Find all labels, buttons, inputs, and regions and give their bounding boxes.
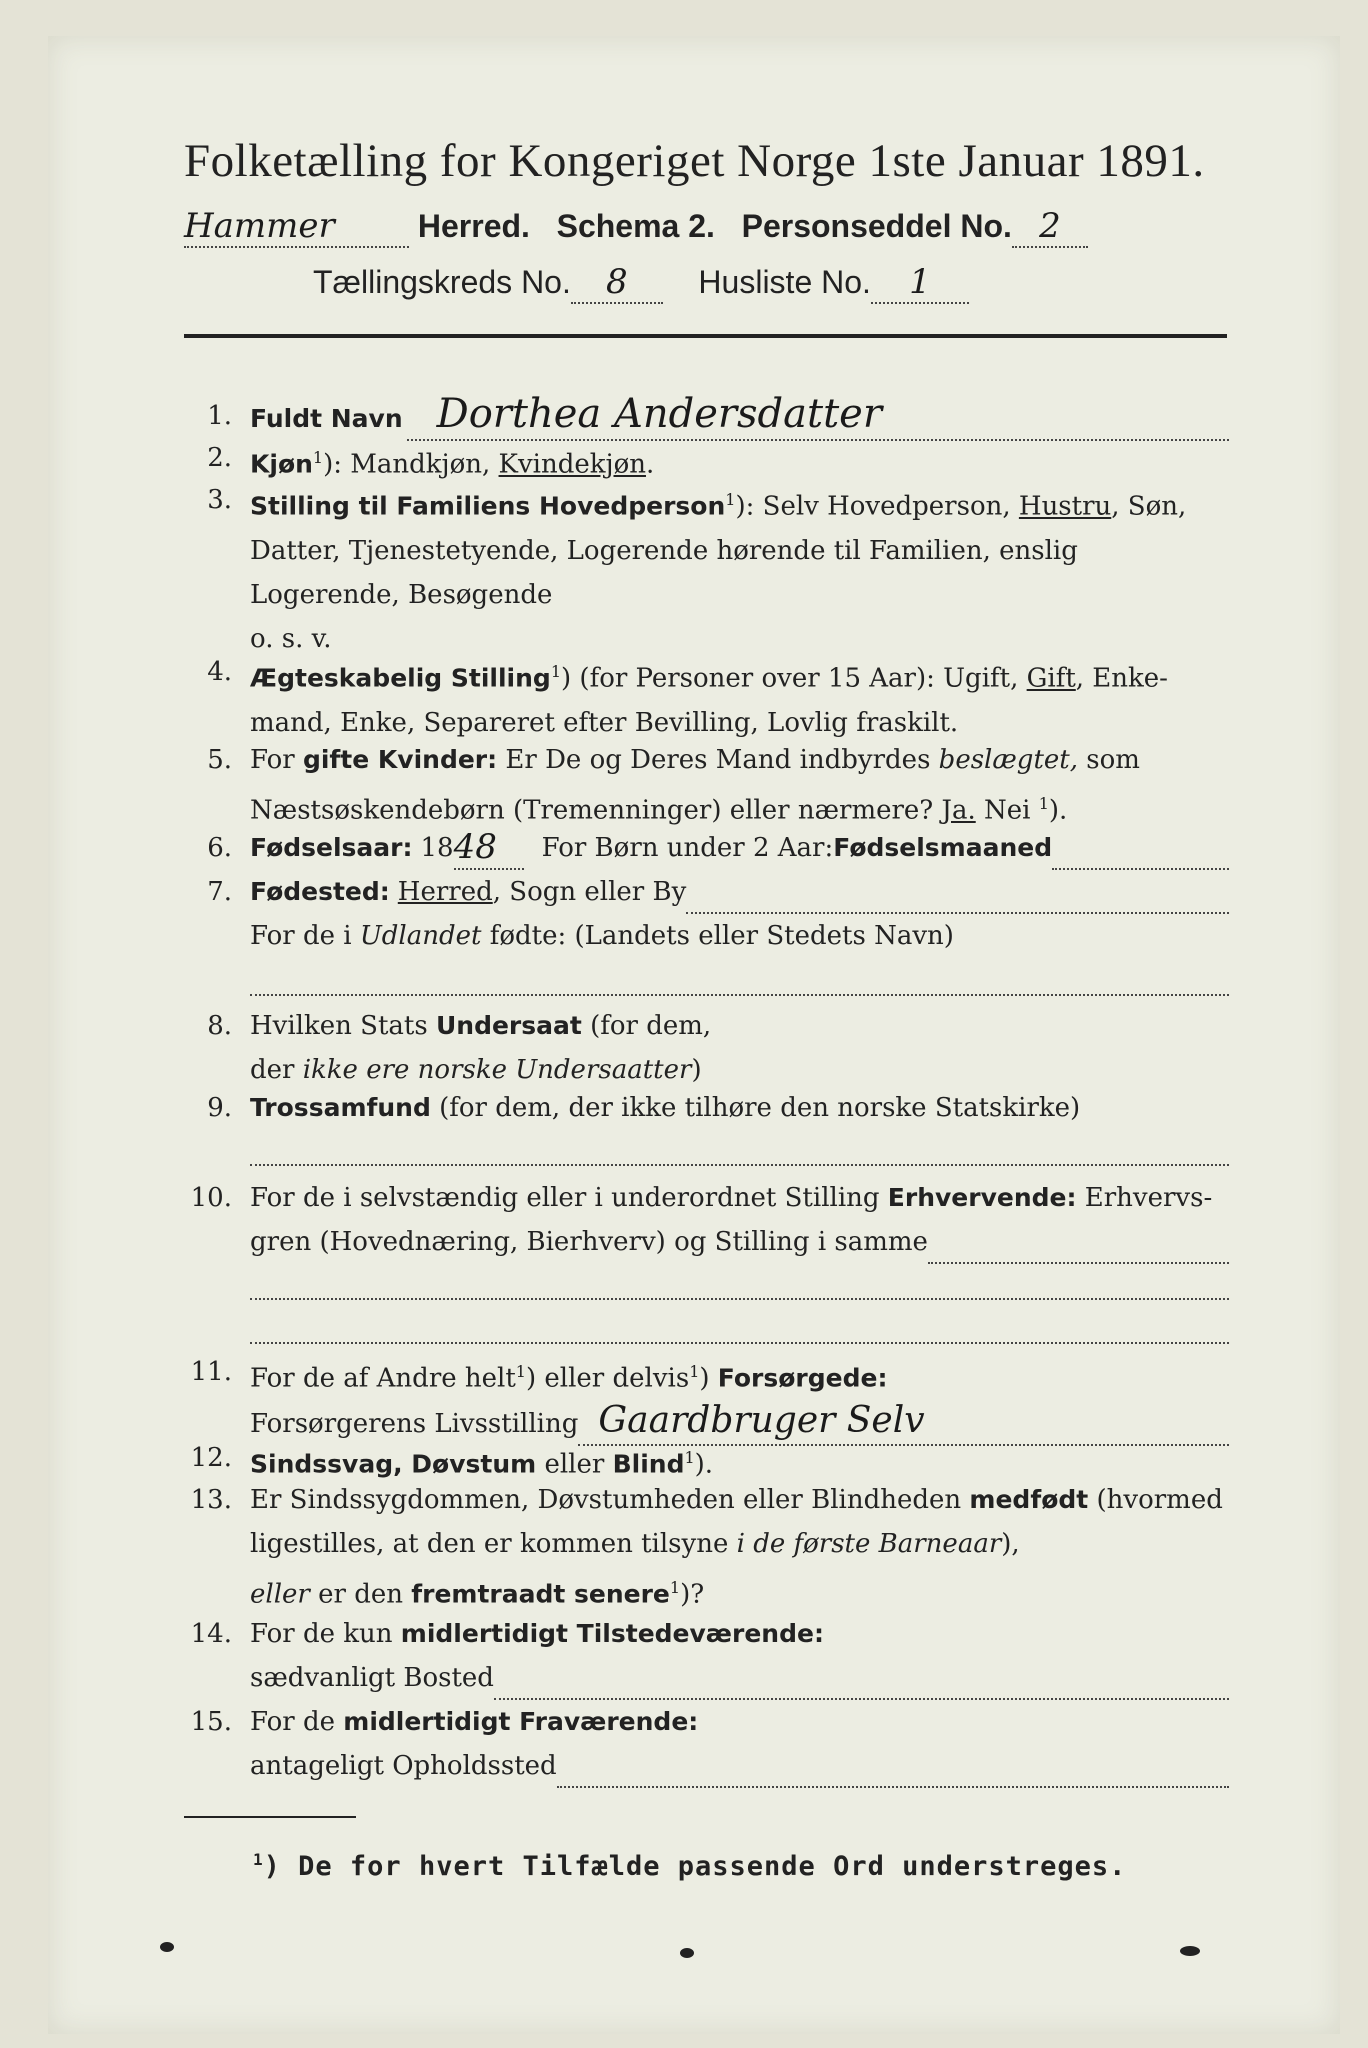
form-title: Folketælling for Kongeriget Norge 1ste Januar 1891. bbox=[184, 135, 1205, 187]
religion-text: (for dem, der ikke tilhøre den norske Statskirke) bbox=[430, 1093, 1081, 1123]
sex-selected: Kvindekjøn bbox=[498, 449, 646, 480]
item-number: 12. bbox=[190, 1443, 232, 1473]
probable-residence-label: antageligt Opholdssted bbox=[250, 1751, 557, 1781]
kinship-nei: Nei bbox=[975, 795, 1039, 826]
birthplace-options: , Sogn eller By bbox=[492, 877, 687, 907]
relation-selected: Hustru bbox=[1018, 491, 1112, 522]
item-number: 1. bbox=[207, 401, 232, 431]
religion-label: Trossamfund bbox=[250, 1093, 431, 1122]
footnote-sup: 1 bbox=[253, 1850, 264, 1869]
personseddel-value: 2 bbox=[1039, 206, 1061, 246]
citizenship-label: Undersaat bbox=[435, 1011, 582, 1040]
congenital-close: ), bbox=[1001, 1529, 1020, 1559]
marital-options-end: , Enke- bbox=[1075, 663, 1168, 694]
provider-value: Gaardbruger Selv bbox=[598, 1399, 925, 1441]
occupation-prefix: For de i selvstændig eller i underordnet Stilling bbox=[250, 1183, 888, 1213]
marital-selected: Gift bbox=[1026, 663, 1076, 694]
kinship-selected: Ja. bbox=[941, 795, 976, 826]
abroad-text: fødte: (Landets eller Stedets Navn) bbox=[481, 921, 954, 951]
later-close: )? bbox=[680, 1579, 705, 1610]
full-name-label: Fuldt Navn bbox=[250, 404, 403, 433]
citizenship-close: ) bbox=[691, 1055, 702, 1085]
item-number: 5. bbox=[207, 745, 232, 775]
kinship-end: som bbox=[1078, 745, 1140, 775]
item-number: 15. bbox=[190, 1707, 232, 1737]
abroad-italic: Udlandet bbox=[359, 921, 482, 951]
later-label: fremtraadt senere bbox=[411, 1579, 670, 1609]
congenital-line-2: ligestilles, at den er kommen tilsyne bbox=[250, 1529, 737, 1559]
abroad-fill-line bbox=[250, 964, 1229, 996]
item-number: 10. bbox=[190, 1183, 232, 1213]
husliste-label: Husliste No. bbox=[698, 264, 871, 300]
occupation-line-2: gren (Hovednæring, Bierhverv) og Stilling i samme bbox=[250, 1227, 928, 1257]
kinship-label: gifte Kvinder: bbox=[302, 745, 498, 774]
congenital-prefix: Er Sindssygdommen, Døvstumheden eller Blindheden bbox=[250, 1485, 970, 1515]
marital-options: ) (for Personer over 15 Aar): Ugift, bbox=[561, 663, 1027, 694]
relation-label: Stilling til Familiens Hovedperson bbox=[250, 491, 726, 521]
item-number: 9. bbox=[207, 1093, 232, 1123]
item-number: 7. bbox=[207, 877, 232, 907]
taellingskreds-label: Tællingskreds No. bbox=[313, 264, 571, 300]
usual-residence-label: sædvanligt Bosted bbox=[250, 1663, 494, 1693]
taellingskreds-value: 8 bbox=[606, 262, 628, 302]
footnote-text: ) De for hvert Tilfælde passende Ord understreges. bbox=[263, 1851, 1127, 1882]
item-number: 6. bbox=[207, 833, 232, 863]
supported-close: ) bbox=[699, 1363, 718, 1394]
header-rule bbox=[184, 334, 1227, 338]
occupation-label: Erhvervende: bbox=[887, 1183, 1077, 1212]
sex-options: ): Mandkjøn, bbox=[323, 449, 499, 480]
item-number: 4. bbox=[207, 657, 232, 687]
congenital-end: (hvormed bbox=[1088, 1485, 1223, 1515]
footnote-ref: 1 bbox=[689, 1362, 700, 1381]
birth-month-question: For Børn under 2 Aar: bbox=[541, 833, 834, 863]
relation-line-3: Logerende, Besøgende bbox=[250, 579, 553, 610]
temp-present-label: midlertidigt Tilstedeværende: bbox=[400, 1619, 824, 1648]
citizenship-italic: ikke ere norske Undersaatter bbox=[302, 1055, 692, 1085]
supported-text: ) eller delvis bbox=[525, 1363, 690, 1394]
herred-value: Hammer bbox=[184, 206, 335, 246]
birth-year-label: Fødselsaar: bbox=[250, 833, 413, 862]
temp-absent-prefix: For de bbox=[250, 1707, 344, 1737]
footnote-ref: 1 bbox=[550, 662, 562, 681]
item-number: 11. bbox=[190, 1357, 232, 1387]
later-text: er den bbox=[309, 1579, 412, 1610]
husliste-value: 1 bbox=[909, 262, 931, 302]
kreds-line bbox=[313, 262, 969, 304]
occupation-fill-line-1 bbox=[250, 1268, 1229, 1300]
birth-month-label: Fødselsmaaned bbox=[833, 833, 1053, 862]
footnote bbox=[253, 1850, 1126, 1882]
birth-year-prefix: 18 bbox=[420, 833, 454, 863]
occupation-end: Erhvervs- bbox=[1076, 1183, 1213, 1213]
supported-label: Forsørgede: bbox=[717, 1363, 888, 1393]
kinship-question: Er De og Deres Mand indbyrdes bbox=[497, 745, 939, 775]
occupation-fill-line-2 bbox=[250, 1312, 1229, 1344]
footnote-ref: 1 bbox=[669, 1578, 681, 1597]
ink-spot bbox=[1180, 1946, 1200, 1956]
temp-present-prefix: For de kun bbox=[250, 1619, 401, 1649]
disability-label: Sindssvag, Døvstum bbox=[250, 1449, 537, 1479]
personseddel-label: Personseddel No. bbox=[741, 208, 1012, 244]
footnote-ref: 1 bbox=[1038, 794, 1049, 813]
item-number: 14. bbox=[190, 1619, 232, 1649]
relation-line-4: o. s. v. bbox=[250, 623, 332, 654]
relation-options-end: , Søn, bbox=[1111, 491, 1187, 522]
footnote-ref: 1 bbox=[515, 1362, 526, 1381]
citizenship-line-2: der bbox=[250, 1055, 303, 1085]
full-name-value: Dorthea Andersdatter bbox=[436, 391, 882, 437]
schema-label: Schema 2. bbox=[556, 208, 715, 244]
later-italic: eller bbox=[250, 1579, 310, 1610]
kinship-italic: beslægtet, bbox=[938, 745, 1078, 775]
marital-label: Ægteskabelig Stilling bbox=[250, 663, 551, 693]
congenital-label: medfødt bbox=[969, 1485, 1089, 1514]
kinship-prefix: For bbox=[250, 745, 303, 775]
footnote-ref: 1 bbox=[725, 490, 736, 509]
abroad-prefix: For de i bbox=[250, 921, 360, 951]
blind-label: Blind bbox=[612, 1449, 685, 1479]
kinship-close: ). bbox=[1048, 795, 1068, 826]
item-number: 13. bbox=[190, 1485, 232, 1515]
footnote-ref: 1 bbox=[312, 448, 324, 467]
item-number: 3. bbox=[207, 485, 232, 515]
supported-prefix: For de af Andre helt bbox=[250, 1363, 516, 1394]
disability-close: ). bbox=[694, 1449, 714, 1480]
item-number: 2. bbox=[207, 443, 232, 473]
relation-line-2: Datter, Tjenestetyende, Logerende hørende til Familien, enslig bbox=[250, 535, 1078, 566]
header-line bbox=[184, 206, 1224, 248]
congenital-italic: i de første Barneaar bbox=[736, 1529, 1002, 1559]
citizenship-text: (for dem, bbox=[581, 1011, 712, 1041]
temp-absent-label: midlertidigt Fraværende: bbox=[343, 1707, 699, 1736]
ink-spot bbox=[680, 1948, 694, 1958]
kinship-line-2: Næstsøskendebørn (Tremenninger) eller nærmere? bbox=[250, 795, 942, 826]
citizenship-prefix: Hvilken Stats bbox=[250, 1011, 436, 1041]
birthplace-label: Fødested: bbox=[250, 877, 390, 906]
relation-options: ): Selv Hovedperson, bbox=[735, 491, 1019, 522]
footnote-ref: 1 bbox=[684, 1448, 695, 1467]
birth-year-value: 48 bbox=[453, 827, 497, 867]
herred-label: Herred. bbox=[417, 208, 530, 244]
ink-spot bbox=[160, 1942, 174, 1952]
birthplace-selected: Herred bbox=[397, 877, 493, 907]
item-number: 8. bbox=[207, 1011, 232, 1041]
sex-label: Kjøn bbox=[250, 449, 313, 479]
census-form: Folketælling for Kongeriget Norge 1ste Januar 1891. Hammer Herred. Schema 2. Personseddel No. 2 Tællingskreds No. 8 Husliste No. 1 1. Fuldt Navn Dorthea Andersdatter 2. Kjøn$^1$): Mandkjøn, Kvindekjøn. 3. Stilling til Familiens Hovedperson$^1$): Selv Hovedperson, Hustru, Søn, Datter, Tjenestetyende, Logerende hørende til Familien, enslig Logerende, Besøgende o. s. v. 4. Ægteskabelig Stilling$^1$) (for Personer over 15 Aar): Ugift, Gift, Enke- mand, Enke, Separeret efter Bevilling, Lovlig fraskilt. 5. For gifte Kvinder: Er De og Deres Mand indbyrdes beslægtet, som Næstsøskendebørn (Tremenninger) eller nærmere? Ja. Nei $^1$). 6. Fødselsaar: 18 48 For Børn under 2 Aar: Fødselsmaaned 7. Fødested: Herred , Sogn eller By For de i Udlandet fødte: (Landets eller Stedets Navn) 8. Hvilken Stats Undersaat (for dem, der ikke ere norske Undersaatter) 9. Trossamfund (for dem, der ikke tilhøre den norske Statskirke) 10. For de i selvstændig eller i underordnet Stilling Erhvervende: Erhvervs- gren (Hovednæring, Bierhverv) og Stilling i samme 11. For de af Andre helt$^1$) eller delvis$^1$) Forsørgede: Forsørgerens Livsstilling Gaardbruger Selv 12. Sindssvag, Døvstum eller Blind$^1$). 13. Er Sindssygdommen, Døvstumheden eller Blindheden medfødt (hvormed ligestilles, at den er kommen tilsyne i de første Barneaar), eller er den fremtraadt senere$^1$)? 14. For de kun midlertidigt Tilstedeværende: sædvanligt Bosted 15. For de midlertidigt Fraværende: antageligt Opholdssted $^1$) De for hvert Tilfælde passende Ord understreges. bbox=[0, 0, 1368, 2048]
footnote-rule bbox=[184, 1816, 356, 1818]
disability-text: eller bbox=[536, 1449, 613, 1480]
religion-fill-line bbox=[250, 1134, 1229, 1166]
provider-label: Forsørgerens Livsstilling bbox=[250, 1408, 579, 1439]
marital-line-2: mand, Enke, Separeret efter Bevilling, Lovlig fraskilt. bbox=[250, 707, 959, 738]
